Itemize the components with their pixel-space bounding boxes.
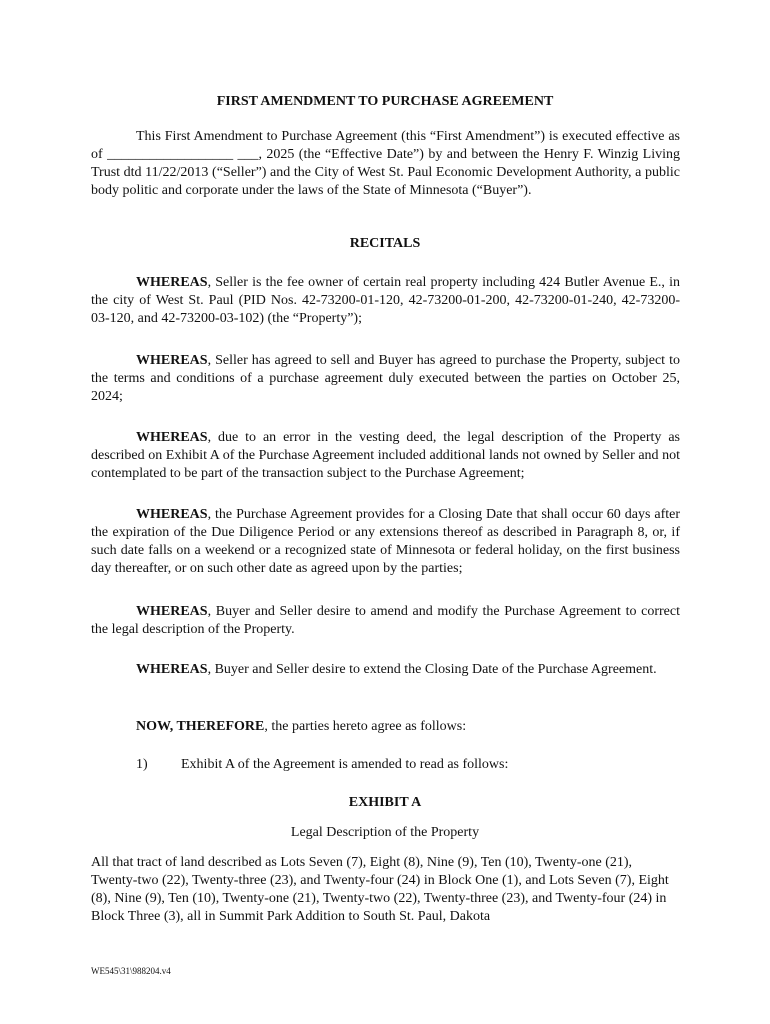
- now-therefore-label: NOW, THEREFORE: [136, 719, 265, 734]
- whereas-label: WHEREAS: [136, 275, 208, 290]
- item-number: 1): [136, 757, 148, 772]
- recital-text: , Seller is the fee owner of certain real property including 424 Butler Avenue E., in the city of West St. Paul (PID Nos. 42-73200-01-120, 42-73200-01-200, 42-73200-01-240, 42-73200-03-120, and 42-73200-03-102) (the “Property”);: [91, 275, 680, 326]
- legal-description: All that tract of land described as Lots Seven (7), Eight (8), Nine (9), Ten (10), Twenty-one (21), Twenty-two (22), Twenty-three (23), and Twenty-four (24) in Block One (1), and Lots Seven (7), Eight (8), Nine (9), Ten (10), Twenty-one (21), Twenty-two (22), Twenty-three (23), and Twenty-four (24) in Block Three (3), all in Summit Park Addition to South St. Paul, Dakota: [91, 855, 669, 924]
- recital-paragraph-1: [91, 274, 680, 328]
- recital-paragraph-5: [91, 603, 680, 639]
- now-therefore-paragraph: [91, 718, 680, 736]
- recital-text: , Buyer and Seller desire to extend the Closing Date of the Purchase Agreement.: [207, 662, 657, 677]
- recital-text: , Seller has agreed to sell and Buyer has agreed to purchase the Property, subject to the terms and conditions of a purchase agreement duly executed between the parties on October 25, 2024;: [91, 353, 680, 404]
- recital-paragraph-3: [91, 429, 680, 483]
- recital-paragraph-2: [91, 352, 680, 406]
- item-text: Exhibit A of the Agreement is amended to read as follows:: [181, 757, 509, 772]
- whereas-label: WHEREAS: [136, 662, 208, 677]
- recital-text: , Buyer and Seller desire to amend and modify the Purchase Agreement to correct the legal description of the Property.: [91, 604, 680, 637]
- intro-paragraph: This First Amendment to Purchase Agreement (this “First Amendment”) is executed effective as of __________________ ___, 2025 (the “Effective Date”) by and between the Henry F. Winzig Living Trust dtd 11/22/2013 (“Seller”) and the City of West St. Paul Economic Development Authority, a public body politic and corporate under the laws of the State of Minnesota (“Buyer”).: [91, 129, 680, 198]
- recital-text: , due to an error in the vesting deed, the legal description of the Property as described on Exhibit A of the Purchase Agreement included additional lands not owned by Seller and not contemplated to be part of the transaction subject to the Purchase Agreement;: [91, 430, 680, 481]
- whereas-label: WHEREAS: [136, 604, 208, 619]
- document-footer: WE545\31\988204.v4: [91, 966, 171, 976]
- recital-text: , the Purchase Agreement provides for a Closing Date that shall occur 60 days after the expiration of the Due Diligence Period or any extensions thereof as described in Paragraph 8, or, if such date falls on a weekend or a recognized state of Minnesota or federal holiday, on the first business day thereafter, or on such other date as agreed upon by the parties;: [91, 507, 680, 576]
- recitals-heading: RECITALS: [349, 236, 421, 251]
- exhibit-heading: EXHIBIT A: [348, 795, 422, 810]
- recital-paragraph-4: [91, 506, 680, 578]
- recital-paragraph-6: [91, 661, 680, 679]
- whereas-label: WHEREAS: [136, 507, 208, 522]
- now-therefore-text: , the parties hereto agree as follows:: [264, 719, 467, 734]
- document-title: FIRST AMENDMENT TO PURCHASE AGREEMENT: [216, 94, 554, 109]
- exhibit-subheading: Legal Description of the Property: [290, 825, 480, 840]
- whereas-label: WHEREAS: [136, 353, 208, 368]
- whereas-label: WHEREAS: [136, 430, 208, 445]
